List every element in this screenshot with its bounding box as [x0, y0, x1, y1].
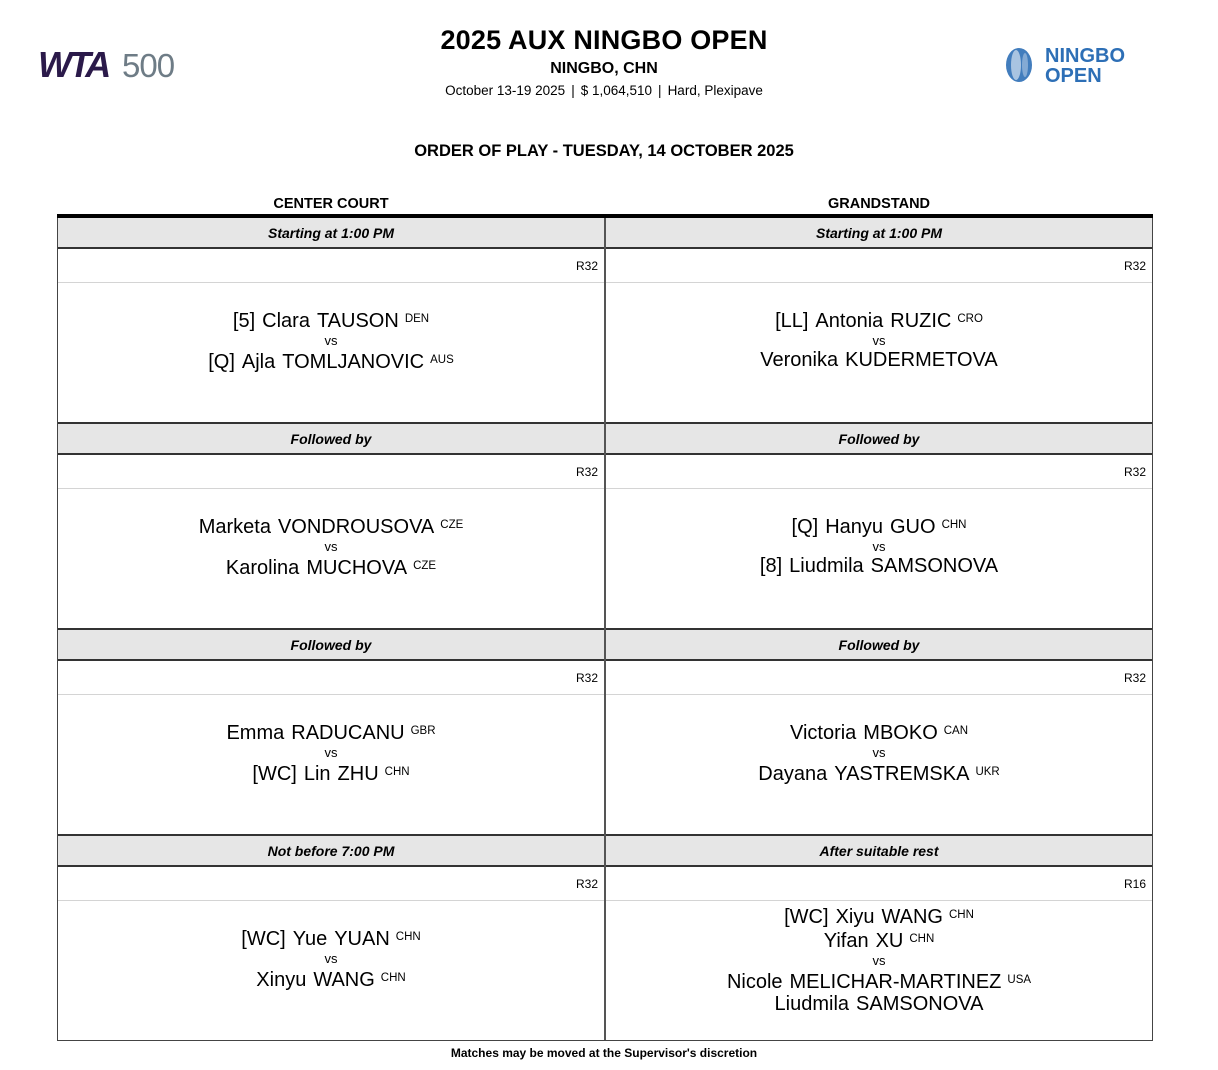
player-first-name: Xinyu [256, 969, 307, 991]
player-seed: [8] [759, 555, 783, 577]
match-card [58, 283, 604, 422]
round-row [58, 661, 604, 695]
footer-note: Matches may be moved at the Supervisor's discretion [450, 1046, 758, 1060]
meta-separator: | [658, 83, 662, 98]
tournament-location: NINGBO, CHN [550, 60, 658, 77]
versus-label: vs [324, 745, 338, 760]
round-label: R16 [1123, 877, 1146, 891]
round-label: R32 [575, 465, 598, 479]
player-line [58, 761, 604, 785]
match-card [606, 283, 1152, 422]
tournament-dates: October 13-19 2025 [445, 83, 566, 98]
player-line [606, 928, 1152, 952]
meta-separator: | [571, 83, 575, 98]
player-last-name: WANG [313, 969, 375, 991]
round-label: R32 [575, 671, 598, 685]
player-nationality: CAN [943, 725, 969, 737]
round-row [58, 249, 604, 283]
player-nationality: AUS [430, 354, 454, 366]
player-first-name: Hanyu [825, 516, 883, 538]
player-first-name: Veronika [760, 349, 839, 371]
schedule-grid [57, 194, 1153, 1041]
match-card [606, 489, 1152, 628]
player-last-name: MUCHOVA [306, 557, 408, 579]
player-line [606, 308, 1152, 332]
player-nationality: USA [1007, 974, 1032, 986]
player-nationality: CHN [380, 972, 406, 984]
wta-logo-text: WTA [38, 46, 109, 82]
versus-label: vs [872, 745, 886, 760]
player-line [606, 969, 1152, 993]
round-row [606, 249, 1152, 283]
player-nationality: CHN [384, 766, 410, 778]
slot-time-header: Followed by [606, 422, 1152, 455]
round-label: R32 [575, 877, 598, 891]
versus-label: vs [872, 539, 886, 554]
court-names-row [57, 194, 1153, 214]
player-first-name: Yifan [823, 930, 869, 952]
match-card [606, 695, 1152, 834]
slot-time-header: Followed by [606, 628, 1152, 661]
court-name-center: CENTER COURT [273, 196, 389, 212]
player-nationality: CRO [957, 313, 983, 325]
player-last-name: RADUCANU [291, 722, 405, 744]
tournament-title: 2025 AUX NINGBO OPEN [440, 25, 768, 55]
slot-time-header: Starting at 1:00 PM [58, 218, 604, 249]
player-last-name: YASTREMSKA [834, 763, 970, 785]
court-name-grandstand: GRANDSTAND [827, 196, 931, 212]
player-seed: [Q] [208, 351, 235, 373]
player-line [58, 349, 604, 373]
player-seed: [WC] [241, 928, 286, 950]
versus-label: vs [324, 539, 338, 554]
player-first-name: Ajla [241, 351, 276, 373]
player-line [58, 967, 604, 991]
player-nationality: CHN [909, 933, 935, 945]
player-line [58, 720, 604, 744]
player-line [58, 308, 604, 332]
player-line [606, 904, 1152, 928]
slot-time-header: Starting at 1:00 PM [606, 218, 1152, 249]
player-last-name: KUDERMETOVA [845, 349, 998, 371]
order-of-play-title: ORDER OF PLAY - TUESDAY, 14 OCTOBER 2025 [414, 142, 794, 160]
player-first-name: Yue [292, 928, 328, 950]
player-nationality: GBR [410, 725, 436, 737]
versus-label: vs [324, 333, 338, 348]
match-card [606, 901, 1152, 1040]
player-seed: [5] [232, 310, 256, 332]
player-last-name: GUO [890, 516, 936, 538]
player-last-name: TAUSON [316, 310, 399, 332]
tournament-meta [0, 82, 1208, 100]
logo-line1: NINGBO [1045, 45, 1125, 67]
player-nationality: CZE [413, 560, 437, 572]
player-seed: [LL] [775, 310, 809, 332]
player-seed: [Q] [791, 516, 819, 538]
round-row [606, 661, 1152, 695]
player-line [58, 926, 604, 950]
player-last-name: MBOKO [863, 722, 938, 744]
player-last-name: TOMLJANOVIC [282, 351, 425, 373]
player-first-name: Victoria [789, 722, 857, 744]
player-first-name: Liudmila [774, 993, 850, 1015]
player-last-name: ZHU [337, 763, 379, 785]
player-first-name: Lin [303, 763, 331, 785]
schedule-table [57, 218, 1153, 1041]
player-nationality: CHN [948, 909, 974, 921]
slot-time-header: Followed by [58, 628, 604, 661]
slot-time-header: After suitable rest [606, 834, 1152, 867]
player-nationality: DEN [404, 313, 430, 325]
player-nationality: CHN [941, 519, 967, 531]
player-first-name: Liudmila [789, 555, 864, 577]
player-last-name: MELICHAR-MARTINEZ [789, 971, 1002, 993]
player-seed: [WC] [252, 763, 297, 785]
player-last-name: SAMSONOVA [856, 993, 984, 1015]
ningbo-open-logo-icon [1003, 44, 1153, 84]
round-label: R32 [1123, 671, 1146, 685]
round-label: R32 [1123, 465, 1146, 479]
player-nationality: UKR [975, 766, 1000, 778]
player-line [606, 761, 1152, 785]
player-first-name: Antonia [815, 310, 884, 332]
player-first-name: Emma [226, 722, 285, 744]
wta-level-text: 500 [122, 47, 174, 82]
court-column-1 [604, 218, 1152, 1040]
round-row [606, 455, 1152, 489]
player-line [606, 349, 1152, 371]
player-last-name: VONDROUSOVA [277, 516, 435, 538]
round-label: R32 [575, 259, 598, 273]
player-first-name: Clara [262, 310, 310, 332]
player-first-name: Xiyu [835, 906, 875, 928]
versus-label: vs [324, 951, 338, 966]
round-row [58, 455, 604, 489]
match-card [58, 901, 604, 1040]
player-line [606, 514, 1152, 538]
player-last-name: RUZIC [890, 310, 952, 332]
player-line [58, 514, 604, 538]
player-first-name: Nicole [726, 971, 783, 993]
player-line [606, 555, 1152, 577]
round-row [606, 867, 1152, 901]
player-first-name: Marketa [198, 516, 271, 538]
player-first-name: Dayana [758, 763, 828, 785]
slot-time-header: Followed by [58, 422, 604, 455]
court-column-0 [58, 218, 604, 1040]
versus-label: vs [872, 953, 886, 968]
match-card [58, 489, 604, 628]
player-seed: [WC] [784, 906, 829, 928]
player-line [58, 555, 604, 579]
versus-label: vs [872, 333, 886, 348]
player-nationality: CZE [440, 519, 464, 531]
player-last-name: SAMSONOVA [870, 555, 999, 577]
tournament-surface: Hard, Plexipave [667, 83, 763, 98]
player-first-name: Karolina [225, 557, 300, 579]
player-last-name: XU [875, 930, 904, 952]
round-row [58, 867, 604, 901]
logo-line2: OPEN [1045, 65, 1102, 84]
player-last-name: YUAN [334, 928, 390, 950]
player-line [606, 993, 1152, 1015]
ningbo-open-logo [1003, 44, 1153, 84]
slot-time-header: Not before 7:00 PM [58, 834, 604, 867]
player-last-name: WANG [881, 906, 943, 928]
round-label: R32 [1123, 259, 1146, 273]
player-line [606, 720, 1152, 744]
player-nationality: CHN [395, 931, 421, 943]
match-card [58, 695, 604, 834]
tournament-prize: $ 1,064,510 [580, 83, 653, 98]
